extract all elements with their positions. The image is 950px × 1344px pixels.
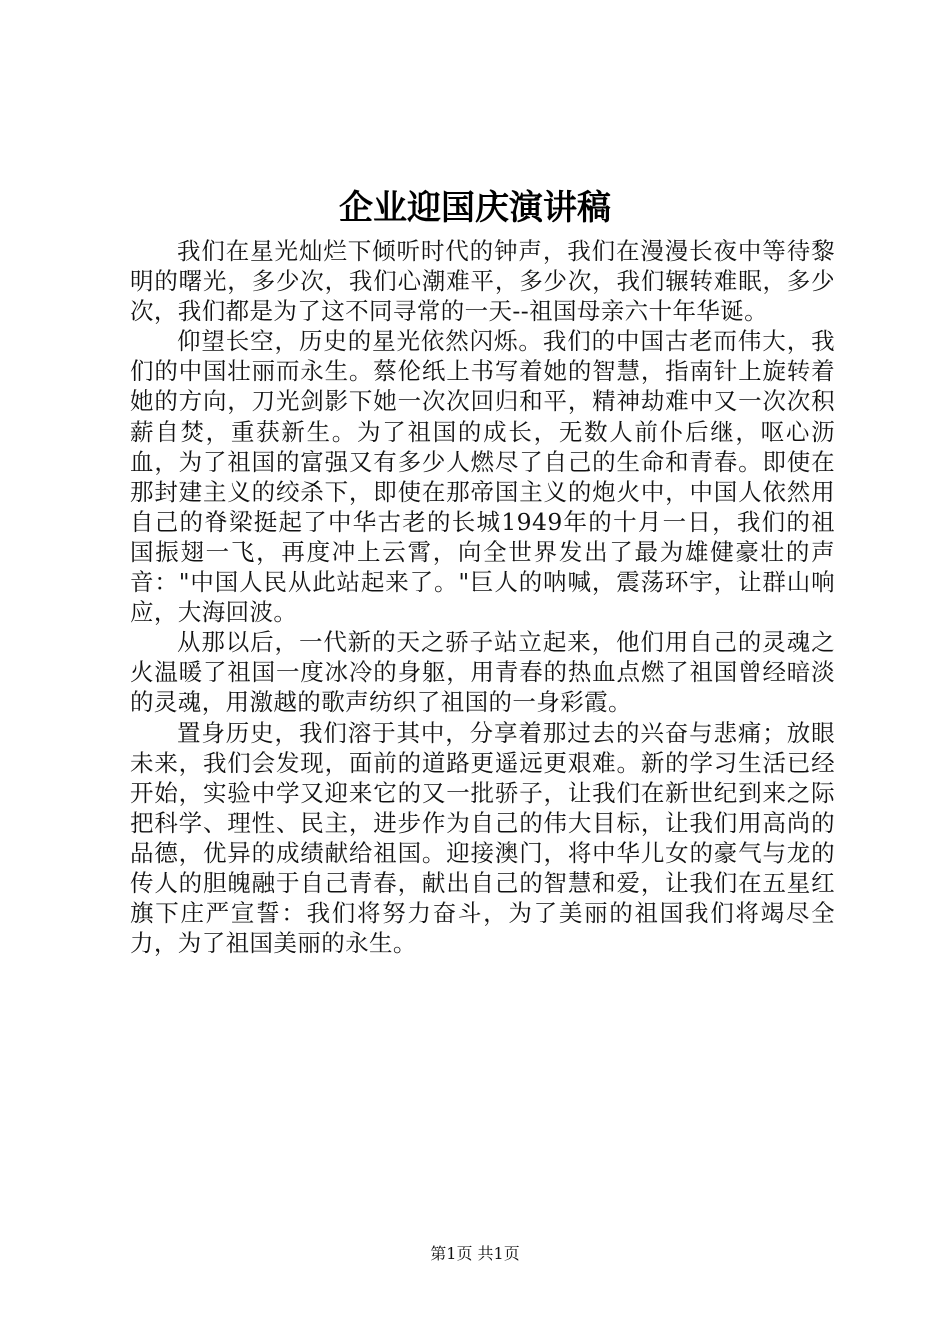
page-footer: 第1页 共1页 [430, 1244, 520, 1263]
document-body [130, 236, 835, 958]
paragraph: 从那以后，一代新的天之骄子站立起来，他们用自己的灵魂之火温暖了祖国一度冰冷的身躯，用青春的热血点燃了祖国曾经暗淡的灵魂，用激越的歌声纺织了祖国的一身彩霞。 [130, 628, 835, 717]
paragraph: 置身历史，我们溶于其中，分享着那过去的兴奋与悲痛；放眼未来，我们会发现，面前的道路更遥远更艰难。新的学习生活已经开始，实验中学又迎来它的又一批骄子，让我们在新世纪到来之际把科学、理性、民主，进步作为自己的伟大目标，让我们用高尚的品德，优异的成绩献给祖国。迎接澳门，将中华儿女的豪气与龙的传人的胆魄融于自己青春，献出自己的智慧和爱，让我们在五星红旗下庄严宣誓：我们将努力奋斗，为了美丽的祖国我们将竭尽全力，为了祖国美丽的永生。 [130, 718, 835, 958]
paragraph: 仰望长空，历史的星光依然闪烁。我们的中国古老而伟大，我们的中国壮丽而永生。蔡伦纸上书写着她的智慧，指南针上旋转着她的方向，刀光剑影下她一次次回归和平，精神劫难中又一次次积薪自焚，重获新生。为了祖国的成长，无数人前仆后继，呕心沥血，为了祖国的富强又有多少人燃尽了自己的生命和青春。即使在那封建主义的绞杀下，即使在那帝国主义的炮火中，中国人依然用自己的脊梁挺起了中华古老的长城1949年的十月一日，我们的祖国振翅一飞，再度冲上云霄，向全世界发出了最为雄健豪壮的声音："中国人民从此站起来了。"巨人的呐喊，震荡环宇，让群山响应，大海回波。 [130, 327, 835, 627]
document-title: 企业迎国庆演讲稿 [339, 188, 611, 228]
paragraph: 我们在星光灿烂下倾听时代的钟声，我们在漫漫长夜中等待黎明的曙光，多少次，我们心潮难平，多少次，我们辗转难眠，多少次，我们都是为了这不同寻常的一天--祖国母亲六十年华诞。 [130, 237, 835, 326]
